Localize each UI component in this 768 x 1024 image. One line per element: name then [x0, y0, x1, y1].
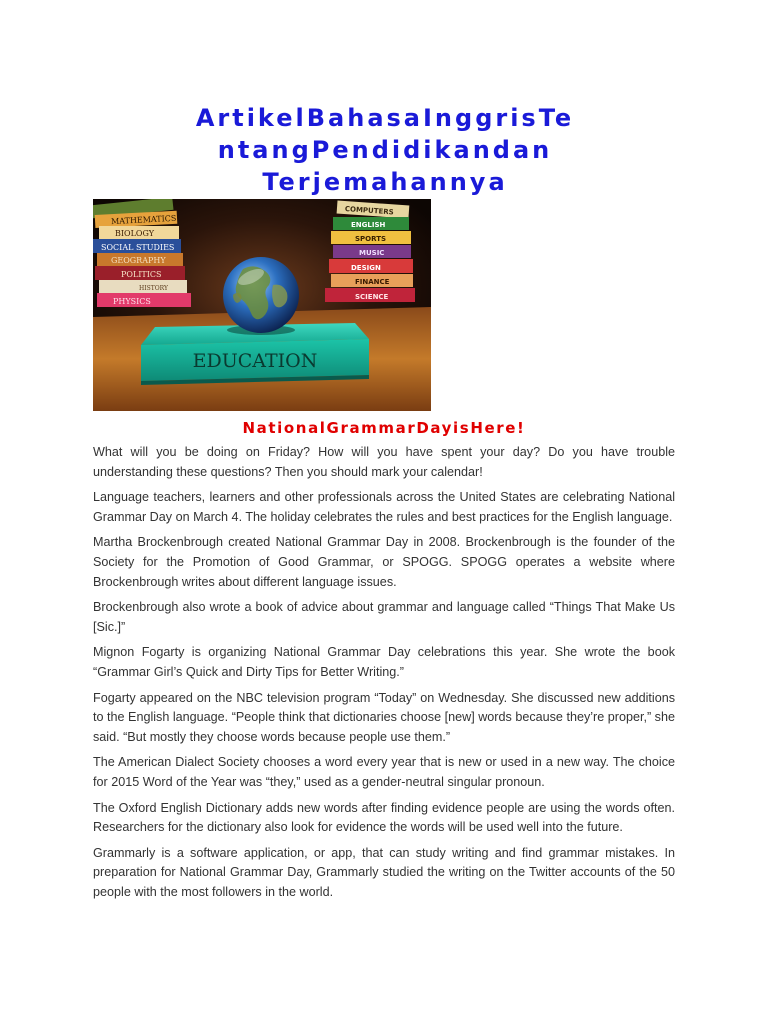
book-spine-label: SOCIAL STUDIES: [101, 243, 175, 252]
book-spine-label: GEOGRAPHY: [111, 256, 166, 265]
article-title: [110, 102, 660, 198]
book-spine-label: MUSIC: [359, 249, 385, 257]
article-title-line: ntangPendidikandan: [217, 136, 553, 164]
book-spine-label: ENGLISH: [351, 221, 386, 229]
article-body: [93, 443, 675, 908]
book-spine-label: COMPUTERS: [344, 205, 394, 217]
article-subtitle: NationalGrammarDayisHere!: [242, 419, 526, 437]
article-paragraph: Mignon Fogarty is organizing National Grammar Day celebrations this year. She wrote the book “Grammar Girl’s Quick and Dirty Tips for Better Writing.”: [93, 645, 675, 679]
book-spine-label: FINANCE: [355, 278, 390, 286]
article-paragraph: Fogarty appeared on the NBC television program “Today” on Wednesday. She discussed new additions to the English language. “People think that dictionaries choose [new] words because they’re proper,” she said. “But mostly they choose words because people use them.”: [93, 690, 675, 744]
book-cover-label: EDUCATION: [192, 350, 318, 372]
book-spine-label: PHYSICS: [113, 297, 151, 306]
book-spine-label: SPORTS: [355, 235, 387, 243]
education-illustration: [93, 199, 431, 411]
article-paragraph: Grammarly is a software application, or app, that can study writing and find grammar mistakes. In preparation for National Grammar Day, Grammarly studied the writing on the Twitter accounts of the 50 people with the most followers in the world.: [93, 845, 675, 899]
book-spine-label: BIOLOGY: [115, 229, 154, 238]
book-spine-label: POLITICS: [121, 270, 162, 279]
article-paragraph: What will you be doing on Friday? How will you have spent your day? Do you have trouble understanding these questions? Then you should mark your calendar!: [93, 445, 675, 479]
article-paragraph: Brockenbrough also wrote a book of advice about grammar and language called “Things That Make Us [Sic.]”: [93, 600, 675, 634]
article-paragraph: Martha Brockenbrough created National Grammar Day in 2008. Brockenbrough is the founder of the Society for the Promotion of Good Grammar, or SPOGG. SPOGG operates a website where Brockenbrough writes about different language issues.: [93, 535, 675, 589]
article-title-line: ArtikelBahasaInggrisTe: [195, 104, 575, 132]
article-paragraph: The American Dialect Society chooses a word every year that is new or used in a new way. The choice for 2015 Word of the Year was “they,” used as a gender-neutral singular pronoun.: [93, 755, 675, 789]
book-spine-label: SCIENCE: [355, 293, 389, 301]
article-title-line: Terjemahannya: [262, 168, 508, 196]
left-book-stack: [93, 199, 191, 307]
article-paragraph: Language teachers, learners and other professionals across the United States are celebrating National Grammar Day on March 4. The holiday celebrates the rules and best practices for the English language.: [93, 490, 675, 524]
education-image: [93, 199, 431, 411]
article-paragraph: The Oxford English Dictionary adds new words after finding evidence people are using the words often. Researchers for the dictionary also look for evidence the words will be used well into the future.: [93, 800, 675, 835]
book-spine-label: DESIGN: [351, 264, 381, 272]
book-spine-label: HISTORY: [139, 285, 168, 292]
book-spine-label: MATHEMATICS: [110, 213, 177, 227]
